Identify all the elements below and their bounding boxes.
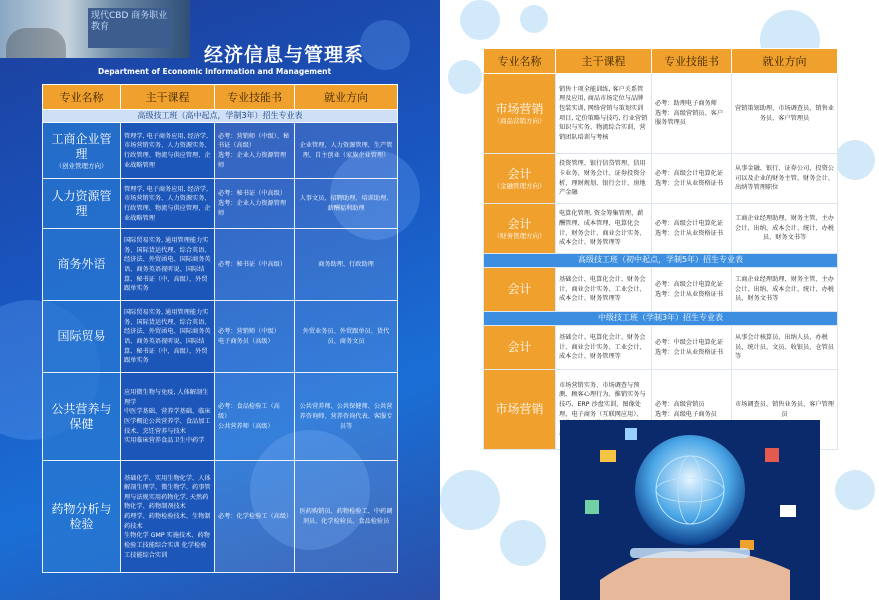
course-cell: 基础会计、电算化会计、财务会计、商业会计实务、工业会计、成本会计、财务管理等: [556, 326, 652, 370]
department-title: 经济信息与管理系: [204, 44, 365, 66]
table-row: [484, 74, 838, 154]
table-row: [484, 326, 838, 370]
header-certificates: 专业技能书: [652, 49, 732, 74]
major-name: [484, 74, 556, 154]
header-employment: 就业方向: [732, 49, 838, 74]
job-cell: 市场调查员、销售业务员、客户管理员: [732, 370, 838, 450]
decor-bubble: [440, 470, 500, 530]
section-band-label: 高级技工班（初中起点，学制5年）招生专业表: [484, 254, 838, 268]
cert-cell: 必考：营销师（中级）、秘书证（高级） 选考：企业人力资源管理师: [215, 123, 295, 179]
course-cell: 管理学, 电子商务应用, 经济学, 市场营销实务、人力资源实务、行政管理、物流与供应管理、企业战略管理: [121, 123, 215, 179]
section-band-label: 中级技工班（学制3年）招生专业表: [484, 312, 838, 326]
cert-cell: 必考：高级会计电算化证 选考：会计从业资格证书: [652, 154, 732, 204]
table-header-row: [484, 49, 838, 74]
major-subtitle: （商品营销方向）: [493, 116, 546, 125]
tech-hand-illustration: [560, 420, 820, 600]
course-cell: 投资管理、银行信贷管理、信用卡业务、财务会计、证券投资分析、理财规划、银行会计、房地产金融: [556, 154, 652, 204]
major-name: [43, 229, 121, 301]
course-cell: 市场营销实务、市场调查与预测、顾客心理行为、推销实务与技巧、ERP 沙盘实训、图像处理、电子商务（互联网应用）、: [556, 370, 652, 450]
right-program-table: [483, 48, 838, 450]
app-tile-icon: [765, 448, 779, 462]
section-band: [43, 110, 398, 123]
major-subtitle: （创业管理方向）: [55, 161, 108, 170]
section-band: [484, 254, 838, 268]
major-label: 会计: [507, 166, 532, 181]
job-cell: 外贸业务员、外贸跟单员、货代员、商务文员: [295, 301, 398, 373]
major-label: 会计: [507, 282, 532, 296]
globe-icon: [635, 435, 745, 545]
table-row: [43, 123, 398, 179]
major-subtitle: （财务管理方向）: [493, 231, 546, 240]
major-name: [43, 373, 121, 461]
major-label: 国际贸易: [57, 329, 106, 344]
major-name: [43, 461, 121, 573]
course-cell: 基础化学、实用生物化学、人体解剖生理学、微生物学、药事管理与法规实用药物化学, 天然药物化学、药物制剂技术 药理学、药物检验技术、生物制药技术 生物化学 GMP 实施技术、药物检验工技能综合实训 化学检验工技能综合实训: [121, 461, 215, 573]
cert-cell: 必考：高级会计电算化证 选考：会计从业资格证书: [652, 268, 732, 312]
cert-cell: 必考：中级会计电算化证 选考：会计从业资格证书: [652, 326, 732, 370]
major-label: 市场营销: [495, 101, 544, 116]
cert-cell: 必考：高级营销员 选考：高级电子商务员: [652, 370, 732, 450]
table-row: [484, 204, 838, 254]
decor-bubble: [835, 140, 875, 180]
major-name: [484, 268, 556, 312]
decor-bubble: [360, 20, 410, 70]
course-cell: 国际贸易实务, 通用管理能力实务、国际货运代理、综合英语、经济法、外贸函电、国际商务英语、商务英语视听说、国际结算、秘书证（中、高级）、外贸跟单实务: [121, 301, 215, 373]
cert-cell: 必考：秘书证（中高级）: [215, 229, 295, 301]
major-name: [43, 179, 121, 229]
course-cell: 销售十项全能训练, 客户关系管理及应用, 商品市场定位与品牌包装实训, 网络营销与策划实训项目, 定价策略与技巧, 行业营销知识与实务、物流综合实训、营销团队培训与考核: [556, 74, 652, 154]
job-cell: 从事金融、银行、证券公司、投资公司以及企业的财务主管、财务会计、出纳等管理职位: [732, 154, 838, 204]
major-label: 会计: [507, 216, 532, 231]
course-cell: 应用微生物与免疫, 人体解剖生理学 中医学基础、营养学基础、临床医学概论公共营养学、食品加工技术、烹饪营养与技术 实用临床营养食品卫生中药学: [121, 373, 215, 461]
major-label: 市场营销: [495, 402, 544, 416]
left-program-table: [42, 84, 398, 573]
cert-cell: 必考：食品检验工（高级） 公共营养师（高级）: [215, 373, 295, 461]
table-header-row: [43, 85, 398, 110]
people-silhouette: [6, 28, 66, 58]
table-row: [484, 268, 838, 312]
app-tile-icon: [600, 450, 616, 462]
major-name: [484, 370, 556, 450]
major-label: 商务外语: [57, 257, 106, 272]
header-major: 专业名称: [43, 85, 121, 110]
major-label: 公共营养与保健: [51, 401, 112, 431]
table-row: [43, 179, 398, 229]
section-band: [484, 312, 838, 326]
major-name: [484, 326, 556, 370]
decor-bubble: [520, 5, 548, 33]
header-employment: 就业方向: [295, 85, 398, 110]
major-label: 药物分析与检验: [51, 501, 112, 531]
table-row: [43, 229, 398, 301]
cert-cell: 必考：化学检验工（高级）: [215, 461, 295, 573]
major-name: [484, 154, 556, 204]
job-cell: 工商企业经理助理、财务主管、主办会计、出纳、成本会计、统计、办税员、财务文书等: [732, 204, 838, 254]
course-cell: 电算化管理, 资金筹集管理、薪酬管理、成本管理、电算化会计、财务会计、商业会计实务、成本会计、财务管理等: [556, 204, 652, 254]
glow-platform: [630, 548, 750, 558]
table-row: [43, 301, 398, 373]
course-cell: 管理学, 电子商务应用, 经济学, 市场营销实务、人力资源实务、行政管理、物流与供应管理、企业战略管理: [121, 179, 215, 229]
job-cell: 人事文员、招聘助理、培训助理、薪酬福利助理: [295, 179, 398, 229]
cert-cell: 必考：营销师（中级） 电子商务员（高级）: [215, 301, 295, 373]
cert-cell: 必考：秘书证（中高级） 选考：企业人力资源管理师: [215, 179, 295, 229]
cert-cell: 必考：助理电子商务师 选考：高级营销员、客户服务管理员: [652, 74, 732, 154]
table-row: [43, 461, 398, 573]
table-row: [484, 154, 838, 204]
job-cell: 公共营养师、公共保健师、公共营养咨询师、营养咨询代表、客服专员等: [295, 373, 398, 461]
course-cell: 基础会计、电算化会计、财务会计、商业会计实务、工业会计、成本会计、财务管理等: [556, 268, 652, 312]
job-cell: 从事会计核算员、出纳人员、办税员、统计员、文员、收银员、仓管员等: [732, 326, 838, 370]
header-photo: [0, 0, 190, 58]
header-major: 专业名称: [484, 49, 556, 74]
major-name: [43, 123, 121, 179]
job-cell: 工商企业经理助理、财务主管、主办会计、出纳、成本会计、统计、办税员、财务文书等: [732, 268, 838, 312]
major-label: 工商企业管理: [51, 131, 112, 161]
job-cell: 医药购销员、药物检验工、中药调剂员、化学检验员、食品检验员: [295, 461, 398, 573]
course-cell: 国际贸易实务, 通用管理能力实务、国际货运代理、综合英语、经济法、外贸函电、国际商务英语、商务英语视听说、国际结算、秘书证（中、高级）、外贸跟单实务: [121, 229, 215, 301]
job-cell: 企业管理、人力资源管理、生产管理、自主创业（家族企业管理）: [295, 123, 398, 179]
section-band-label: 高级技工班（高中起点，学制3年）招生专业表: [43, 110, 398, 123]
app-tile-icon: [625, 428, 637, 440]
job-cell: 商务助理、行政助理: [295, 229, 398, 301]
header-certificates: 专业技能书: [215, 85, 295, 110]
header-courses: 主干课程: [556, 49, 652, 74]
major-name: [43, 301, 121, 373]
header-courses: 主干课程: [121, 85, 215, 110]
table-row: [43, 373, 398, 461]
major-subtitle: （金融管理方向）: [493, 181, 546, 190]
cert-cell: 必考：高级会计电算化证 选考：会计从业资格证书: [652, 204, 732, 254]
decor-bubble: [500, 520, 546, 566]
department-english-title: Department of Economic Information and Management: [98, 67, 332, 76]
decor-bubble: [835, 470, 875, 510]
app-tile-icon: [780, 505, 796, 517]
app-tile-icon: [585, 500, 599, 514]
major-name: [484, 204, 556, 254]
major-label: 人力资源管理: [51, 188, 112, 218]
building-sign: 现代CBD 商务职业教育: [88, 8, 172, 48]
major-label: 会计: [507, 340, 532, 354]
job-cell: 营销策划助理、市场调查员、销售业务员、客户管理员: [732, 74, 838, 154]
decor-bubble: [460, 0, 500, 40]
decor-bubble: [448, 60, 482, 94]
